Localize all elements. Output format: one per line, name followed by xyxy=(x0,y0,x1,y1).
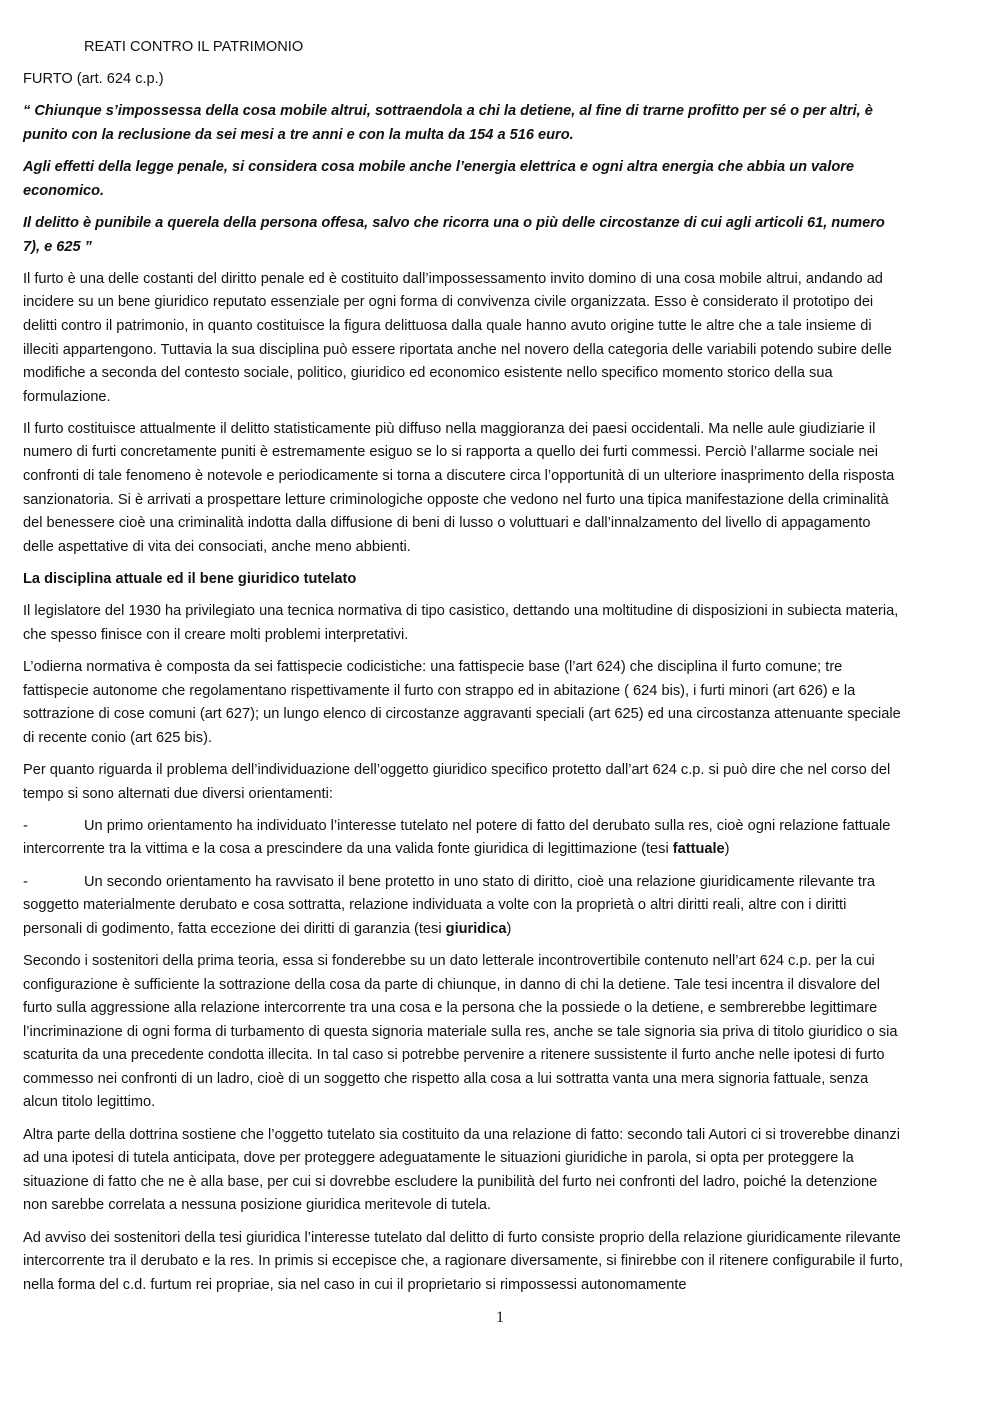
article-quote-paragraph: Agli effetti della legge penale, si considera cosa mobile anche l’energia elettrica e ogni altra energia che abbia un valore economico. xyxy=(23,159,855,199)
section-heading: La disciplina attuale ed il bene giuridico tutelato xyxy=(23,571,357,588)
body-paragraph: Il furto è una delle costanti del diritto penale ed è costituito dall’impossessamento invito domino di una cosa mobile altrui, andando ad incidere su un bene giuridico reputato essenziale per ogni forma di convivenza civile organizzata. Esso è considerato il prototipo dei delitti contro il patrimonio, in quanto costituisce la figura delittuosa dalla quale hanno avuto origine tutte le altre che a tale insieme di illeciti appartengono. Tuttavia la sua disciplina può essere riportata anche nel novero della categoria delle variabili potendo subire delle modifiche a seconda del contesto sociale, politico, giuridico ed economico esistente nello specifico momento storico della sua formulazione. xyxy=(23,270,892,405)
document-title: REATI CONTRO IL PATRIMONIO xyxy=(84,39,304,55)
bullet-text: Un primo orientamento ha individuato l’interesse tutelato nel potere di fatto del derubato sulla res, cioè ogni relazione fattuale intercorrente tra la vittima e la cosa a prescindere da una valida fonte giuridica di legittimazione (tesi xyxy=(23,817,891,858)
body-paragraph: Il legislatore del 1930 ha privilegiato una tecnica normativa di tipo casistico, dettando una moltitudine di disposizioni in subiecta materia, che spesso finisce con il creare molti problemi interpretativi. xyxy=(23,603,899,643)
bullet-item xyxy=(23,815,905,862)
bullet-term: fattuale xyxy=(672,841,725,858)
body-paragraph: Secondo i sostenitori della prima teoria, essa si fonderebbe su un dato letterale incontrovertibile contenuto nell’art 624 c.p. per la cui configurazione è sufficiente la sottrazione della cosa da parte di chiunque, in danno di chi la detiene. Tale tesi incentra il disvalore del furto sulla aggressione alla relazione intercorrente tra una cosa e la persona che la possiede o la detiene, e sembrerebbe legittimare l’incriminazione di ogni forma di turbamento di questa signoria materiale sulla res, anche se tale signoria sia priva di titolo giuridico o sia scaturita da una precedente condotta illecita. In tal caso si potrebbe pervenire a ritenere sussistente il furto anche nelle ipotesi di furto commesso nei confronti di un ladro, cioè di un soggetto che rispetto alla cosa a lui sottratta vanta una mera signoria fattuale, senza alcun titolo legittimo. xyxy=(23,952,898,1111)
body-paragraph: Altra parte della dottrina sostiene che l’oggetto tutelato sia costituito da una relazione di fatto: secondo tali Autori ci si troverebbe dinanzi ad una ipotesi di tutela anticipata, dove per proteggere adeguatamente le situazioni giuridiche in parola, si opta per proteggere la situazione di fatto che ne è alla base, per cui si dovrebbe escludere la punibilità del furto nei confronti del ladro, poiché la detenzione non sarebbe correlata a nessuna posizione giuridica meritevole di tutela. xyxy=(23,1126,900,1214)
bullet-text: Un secondo orientamento ha ravvisato il bene protetto in uno stato di diritto, cioè una relazione giuridicamente rilevante tra soggetto materialmente derubato e cosa sottratta, relazione individuata a volte con la proprietà o altri diritti reali, altre con i diritti personali di godimento, fatta eccezione dei diritti di garanzia (tesi xyxy=(23,873,875,937)
body-paragraph: Ad avviso dei sostenitori della tesi giuridica l’interesse tutelato dal delitto di furto consiste proprio della relazione giuridicamente rilevante intercorrente tra il derubato e la res. In primis si eccepisce che, a ragionare diversamente, si finirebbe con il ritenere configurabile il furto, nella forma del c.d. furtum rei propriae, sia nel caso in cui il proprietario si rimpossessi autonomamente xyxy=(23,1229,904,1293)
page-number: 1 xyxy=(496,1309,504,1326)
bullet-marker: - xyxy=(23,873,28,890)
body-paragraph: Per quanto riguarda il problema dell’individuazione dell’oggetto giuridico specifico protetto dall’art 624 c.p. si può dire che nel corso del tempo si sono alternati due diversi orientamenti: xyxy=(23,761,891,802)
article-quote-paragraph: Il delitto è punibile a querela della persona offesa, salvo che ricorra una o più delle circostanze di cui agli articoli 61, numero 7), e 625 ” xyxy=(23,214,885,255)
bullet-close: ) xyxy=(724,841,730,858)
body-paragraph: L’odierna normativa è composta da sei fattispecie codicistiche: una fattispecie base (l’art 624) che disciplina il furto comune; tre fattispecie autonome che regolamentano rispettivamente il furto con strappo ed in abitazione ( 624 bis), i furti minori (art 626) e la sottrazione di cose comuni (art 627); un lungo elenco di circostanze aggravanti speciali (art 625) ed una circostanza attenuante speciale di recente conio (art 625 bis). xyxy=(23,659,901,746)
bullet-close: ) xyxy=(506,920,512,937)
article-quote-paragraph: “ Chiunque s’impossessa della cosa mobile altrui, sottraendola a chi la detiene, al fine di trarne profitto per sé o per altri, è punito con la reclusione da sei mesi a tre anni e con la multa da 154 a 516 euro. xyxy=(23,103,873,143)
article-heading: FURTO (art. 624 c.p.) xyxy=(23,71,164,88)
body-paragraph: Il furto costituisce attualmente il delitto statisticamente più diffuso nella maggioranza dei paesi occidentali. Ma nelle aule giudiziarie il numero di furti concretamente puniti è estremamente esiguo se lo si rapporta a quello dei furti commessi. Perciò l’allarme sociale nei confronti di tale fenomeno è notevole e periodicamente si torna a discutere circa l’opportunità di un ulteriore inasprimento della risposta sanzionatoria. Si è arrivati a prospettare letture criminologiche opposte che vedono nel furto una tipica manifestazione della criminalità del benessere cioè una criminalità indotta dalla diffusione di beni di lusso o voluttuari e dall’innalzamento del livello di appagamento delle aspettative di vita dei consociati, anche meno abbienti. xyxy=(23,420,895,555)
bullet-marker: - xyxy=(23,817,28,834)
document-page xyxy=(23,36,905,1306)
bullet-term: giuridica xyxy=(445,920,507,937)
bullet-item xyxy=(23,871,905,942)
